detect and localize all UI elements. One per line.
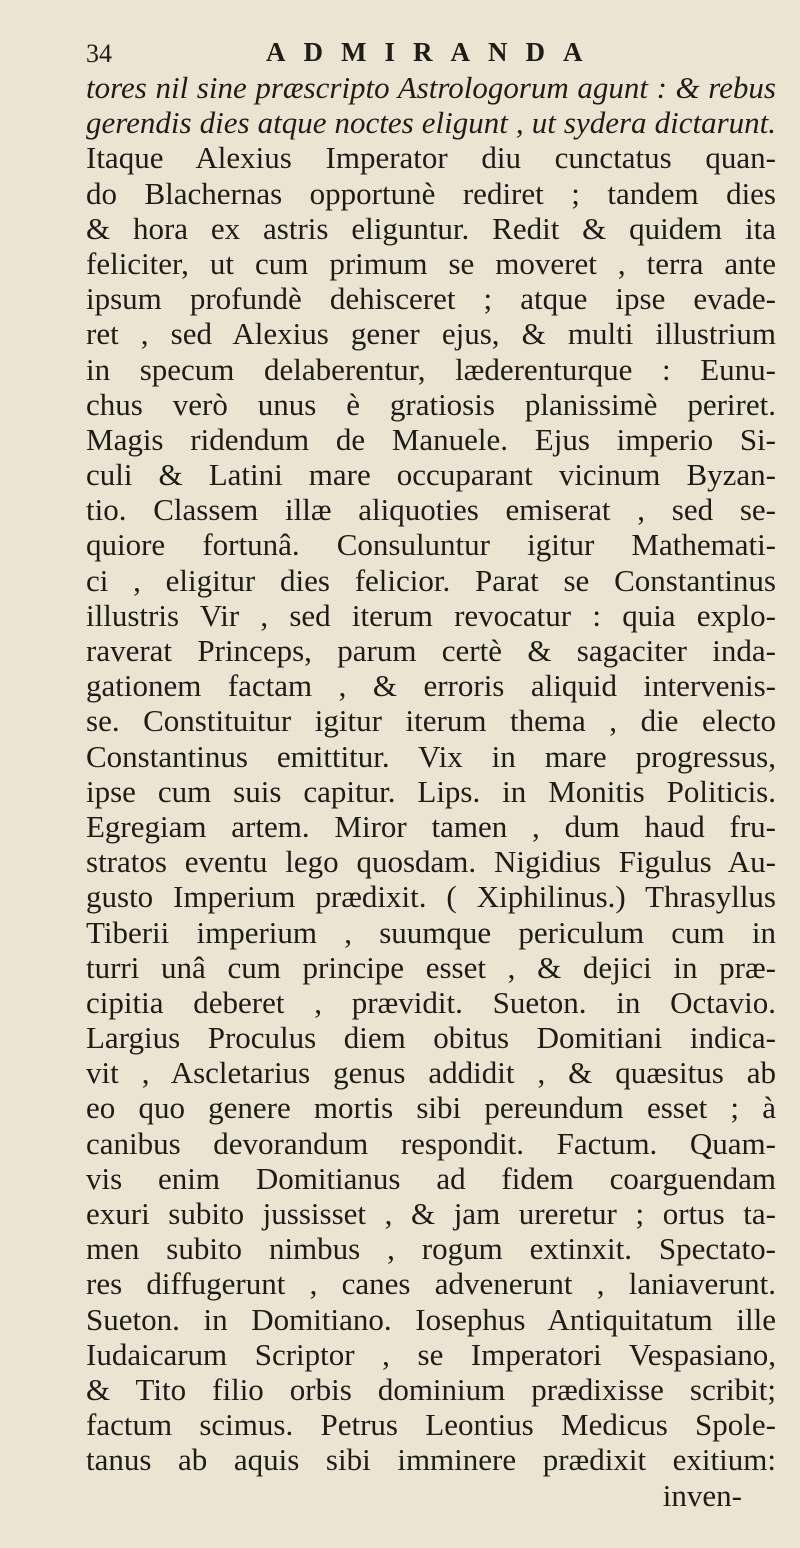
text-line: ipsum profundè dehisceret ; atque ipse evade-	[86, 281, 776, 317]
text-line: chus verò unus è gratiosis planissimè periret.	[86, 386, 776, 422]
text-line: stratos eventu lego quosdam. Nigidius Figulus Au-	[86, 844, 776, 880]
text-line: Largius Proculus diem obitus Domitiani indica-	[86, 1020, 776, 1056]
text-line: men subito nimbus , rogum extinxit. Spectato-	[86, 1231, 776, 1267]
text-line: ci , eligitur dies felicior. Parat se Constantinus	[86, 562, 776, 598]
text-line: eo quo genere mortis sibi pereundum esset ; à	[86, 1090, 776, 1126]
text-line: tores nil sine præscripto Astrologorum agunt : & rebus	[86, 70, 776, 105]
text-line: tanus ab aquis sibi imminere prædixit exitium:	[86, 1442, 776, 1478]
text-line: illustris Vir , sed iterum revocatur : quia explo-	[86, 597, 776, 633]
text-line: feliciter, ut cum primum se moveret , terra ante	[86, 245, 776, 281]
text-line: Tiberii imperium , suumque periculum cum in	[86, 914, 776, 950]
text-line: ret , sed Alexius gener ejus, & multi illustrium	[86, 316, 776, 352]
text-line: res diffugerunt , canes advenerunt , laniaverunt.	[86, 1266, 776, 1302]
text-line: cipitia deberet , prævidit. Sueton. in Octavio.	[86, 984, 776, 1020]
text-line: gerendis dies atque noctes eligunt , ut sydera dictarunt.	[86, 105, 776, 141]
text-line: & Tito filio orbis dominium prædixisse scribit;	[86, 1371, 776, 1407]
text-line: se. Constituitur igitur iterum thema , die electo	[86, 703, 776, 739]
text-line: vis enim Domitianus ad fidem coarguendam	[86, 1160, 776, 1196]
text-line: tio. Classem illæ aliquoties emiserat , sed se-	[86, 492, 776, 528]
text-line: gationem factam , & erroris aliquid intervenis-	[86, 668, 776, 704]
catchword: inven-	[662, 1477, 742, 1513]
text-line: ipse cum suis capitur. Lips. in Monitis Politicis.	[86, 773, 776, 809]
text-line: do Blachernas opportunè rediret ; tandem dies	[86, 175, 776, 211]
body-text	[86, 70, 776, 1513]
text-line: vit , Ascletarius genus addidit , & quæsitus ab	[86, 1055, 776, 1091]
running-head	[86, 34, 776, 70]
text-line: quiore fortunâ. Consuluntur igitur Mathemati-	[86, 527, 776, 563]
text-line: exuri subito jussisset , & jam ureretur ; ortus ta-	[86, 1196, 776, 1231]
text-line: & hora ex astris eliguntur. Redit & quidem ita	[86, 210, 776, 246]
text-line: Itaque Alexius Imperator diu cunctatus quan-	[86, 140, 776, 176]
text-line: raverat Princeps, parum certè & sagaciter inda-	[86, 633, 776, 668]
text-line: culi & Latini mare occuparant vicinum Byzan-	[86, 457, 776, 493]
page-number: 34	[86, 39, 112, 68]
text-line: Constantinus emittitur. Vix in mare progressus,	[86, 738, 776, 774]
text-line: turri unâ cum principe esset , & dejici in præ-	[86, 949, 776, 985]
text-line: Egregiam artem. Miror tamen , dum haud fru-	[86, 808, 776, 844]
text-line: gusto Imperium prædixit. ( Xiphilinus.) Thrasyllus	[86, 879, 776, 915]
text-line: Iudaicarum Scriptor , se Imperatori Vespasiano,	[86, 1336, 776, 1372]
text-line: in specum delaberentur, læderenturque : Eunu-	[86, 351, 776, 387]
text-line: Magis ridendum de Manuele. Ejus imperio Si-	[86, 421, 776, 457]
text-line: canibus devorandum respondit. Factum. Quam-	[86, 1125, 776, 1161]
text-line: factum scimus. Petrus Leontius Medicus Spole-	[86, 1407, 776, 1443]
running-title: ADMIRANDA	[266, 37, 601, 67]
text-line: Sueton. in Domitiano. Iosephus Antiquitatum ille	[86, 1301, 776, 1337]
